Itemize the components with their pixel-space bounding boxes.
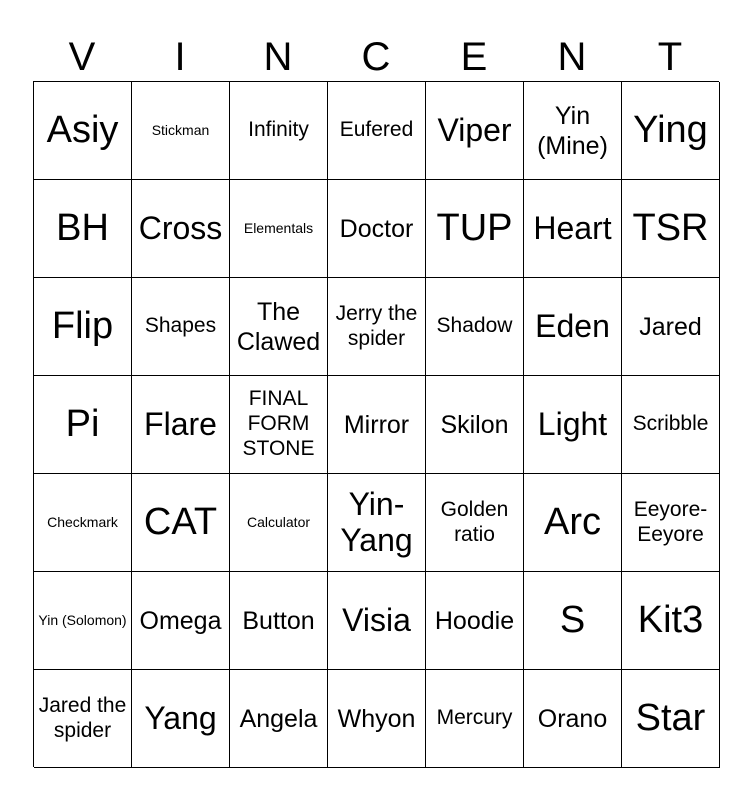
bingo-cell[interactable]: Jared [622, 278, 720, 376]
bingo-cell[interactable]: Eden [524, 278, 622, 376]
bingo-cell[interactable]: Heart [524, 180, 622, 278]
bingo-cell[interactable]: Ying [622, 82, 720, 180]
bingo-cell[interactable]: Arc [524, 474, 622, 572]
bingo-cell[interactable]: Eufered [328, 82, 426, 180]
bingo-cell[interactable]: The Clawed [230, 278, 328, 376]
bingo-cell[interactable]: Mercury [426, 670, 524, 768]
bingo-cell[interactable]: Flare [132, 376, 230, 474]
bingo-cell[interactable]: Mirror [328, 376, 426, 474]
bingo-cell[interactable]: Angela [230, 670, 328, 768]
bingo-cell[interactable]: Yang [132, 670, 230, 768]
bingo-cell[interactable]: Yin (Mine) [524, 82, 622, 180]
bingo-cell[interactable]: Infinity [230, 82, 328, 180]
bingo-cell[interactable]: Golden ratio [426, 474, 524, 572]
bingo-cell[interactable]: Shadow [426, 278, 524, 376]
bingo-cell[interactable]: Jared the spider [34, 670, 132, 768]
bingo-cell[interactable]: CAT [132, 474, 230, 572]
bingo-cell[interactable]: S [524, 572, 622, 670]
bingo-cell[interactable]: Doctor [328, 180, 426, 278]
bingo-cell[interactable]: Shapes [132, 278, 230, 376]
bingo-cell[interactable]: Skilon [426, 376, 524, 474]
bingo-cell[interactable]: Scribble [622, 376, 720, 474]
bingo-cell[interactable]: Eeyore-Eeyore [622, 474, 720, 572]
bingo-cell[interactable]: Jerry the spider [328, 278, 426, 376]
bingo-cell[interactable]: Pi [34, 376, 132, 474]
header-letter: V [68, 35, 96, 79]
bingo-cell[interactable]: Elementals [230, 180, 328, 278]
header-letter: N [557, 35, 587, 79]
bingo-cell[interactable]: Asiy [34, 82, 132, 180]
bingo-cell[interactable]: Cross [132, 180, 230, 278]
bingo-header [33, 34, 719, 80]
bingo-cell[interactable]: Hoodie [426, 572, 524, 670]
bingo-cell[interactable]: Omega [132, 572, 230, 670]
header-letter: N [263, 35, 293, 79]
header-letter: I [174, 35, 186, 79]
header-letter: E [460, 35, 488, 79]
bingo-cell[interactable]: Orano [524, 670, 622, 768]
bingo-cell[interactable]: Star [622, 670, 720, 768]
bingo-cell[interactable]: Visia [328, 572, 426, 670]
bingo-cell[interactable]: Kit3 [622, 572, 720, 670]
bingo-cell[interactable]: TSR [622, 180, 720, 278]
bingo-cell[interactable]: Checkmark [34, 474, 132, 572]
bingo-cell[interactable]: Yin (Solomon) [34, 572, 132, 670]
bingo-board [33, 81, 719, 767]
bingo-cell[interactable]: BH [34, 180, 132, 278]
bingo-cell[interactable]: Stickman [132, 82, 230, 180]
bingo-cell[interactable]: Button [230, 572, 328, 670]
bingo-cell[interactable]: Calculator [230, 474, 328, 572]
bingo-cell[interactable]: TUP [426, 180, 524, 278]
bingo-cell[interactable]: Light [524, 376, 622, 474]
bingo-cell[interactable]: Flip [34, 278, 132, 376]
header-letter: C [361, 35, 391, 79]
bingo-cell[interactable]: Yin-Yang [328, 474, 426, 572]
bingo-cell[interactable]: Whyon [328, 670, 426, 768]
header-letter: T [657, 35, 683, 79]
bingo-cell[interactable]: FINAL FORM STONE [230, 376, 328, 474]
bingo-cell[interactable]: Viper [426, 82, 524, 180]
